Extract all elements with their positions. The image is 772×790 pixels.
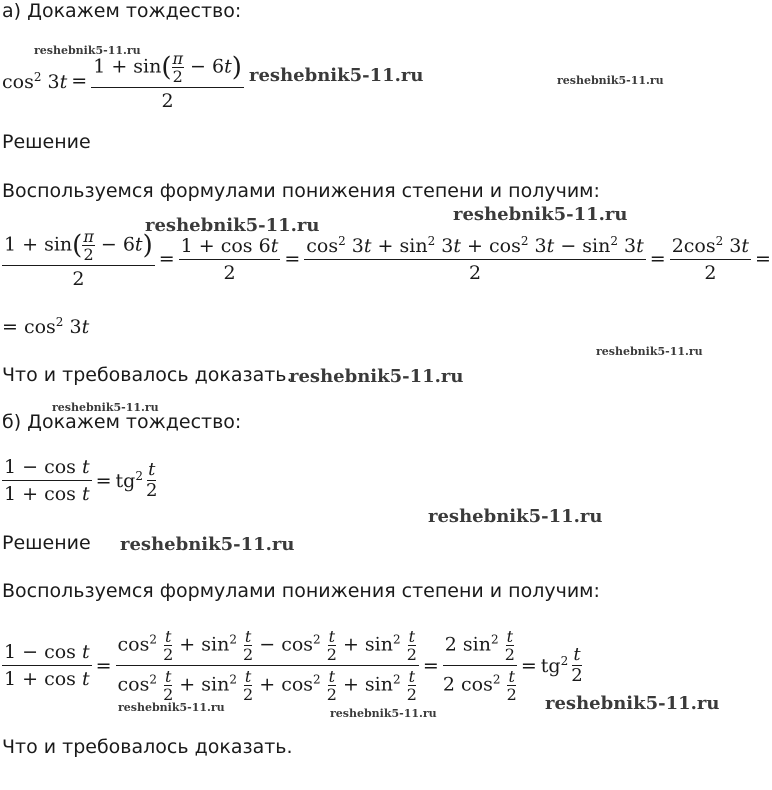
chain-fraction-1: 1 + sin( $\frac{\pi}{2}$ − 6t) 2 [4,227,153,290]
chain-fraction-4: $\frac{2\cos^2 3t}{2}$ [671,234,750,284]
part-b-method-text: Воспользуемся формулами понижения степени и получим: [2,580,600,602]
part-b-identity: $\frac{\text{1 − cos t}}{\text{1 + cos t}}$ = $tg^2$ t 2 [4,456,158,505]
part-a-title: а) Докажем тождество: [2,0,242,22]
part-b-solution-label: Решение [2,532,91,554]
watermark: reshebnik5-11.ru [118,701,225,714]
part-a-method-text: Воспользуемся формулами понижения степени и получим: [2,180,600,202]
watermark: reshebnik5-11.ru [52,401,159,414]
watermark: reshebnik5-11.ru [289,366,464,387]
watermark: reshebnik5-11.ru [145,215,320,236]
part-a-conclusion: Что и требовалось доказать. [2,364,293,386]
watermark: reshebnik5-11.ru [34,44,141,57]
chain-fraction-2: $\frac{1 + \cos 6t}{2}$ [180,234,279,284]
watermark: reshebnik5-11.ru [545,693,720,714]
part-b-conclusion: Что и требовалось доказать. [2,736,293,758]
watermark: reshebnik5-11.ru [557,74,664,87]
watermark: reshebnik5-11.ru [596,345,703,358]
watermark: reshebnik5-11.ru [330,707,437,720]
watermark: reshebnik5-11.ru [453,204,628,225]
watermark: reshebnik5-11.ru [120,534,295,555]
part-a-solution-label: Решение [2,131,91,153]
watermark: reshebnik5-11.ru [249,65,424,86]
part-b-chain: $\frac{\text{1 − cos t}}{\text{1 + cos t}}$ = $\cos^2$ $\frac{t}{2}$ + $\sin^2$ $\frac{t}{2}$ − $\cos^2$ $\frac{t}{2}$ + $\sin^2$ $\frac{t}{2}$ $\cos^2$ $\frac{t}{2}$ + $\sin^2$ $\frac{t}{2}$ + $\cos^2$ $\frac{t}{2}$ + $\sin^2$ $\frac{t}{2}$ = 2 $\sin^2$ $\frac{t}{2}$ 2 $\cos^2$ $\frac{t}{2}$ = $tg^2$ t 2 [4,627,583,704]
chain-fraction-3: $\frac{\cos^2 3t + \sin^2 3t + \cos^2 3t - \sin^2 3t}{2}$ [306,234,644,284]
part-a-identity: $\cos^2 3t$ = 1 + sin( $\frac{\pi}{2}$ − 6t) 2 [2,49,242,112]
part-a-chain: 1 + sin( $\frac{\pi}{2}$ − 6t) 2 = $\frac{1 + \cos 6t}{2}$ = $\frac{\cos^2 3t + \sin^2 3t + \cos^2 3t - \sin^2 3t}{2}$ = $\frac{2\cos^2 3t}{2}$ = [4,227,771,290]
part-b-title: б) Докажем тождество: [2,411,242,433]
part-a-result: = $\cos^2 3t$ [2,315,90,338]
watermark: reshebnik5-11.ru [428,506,603,527]
